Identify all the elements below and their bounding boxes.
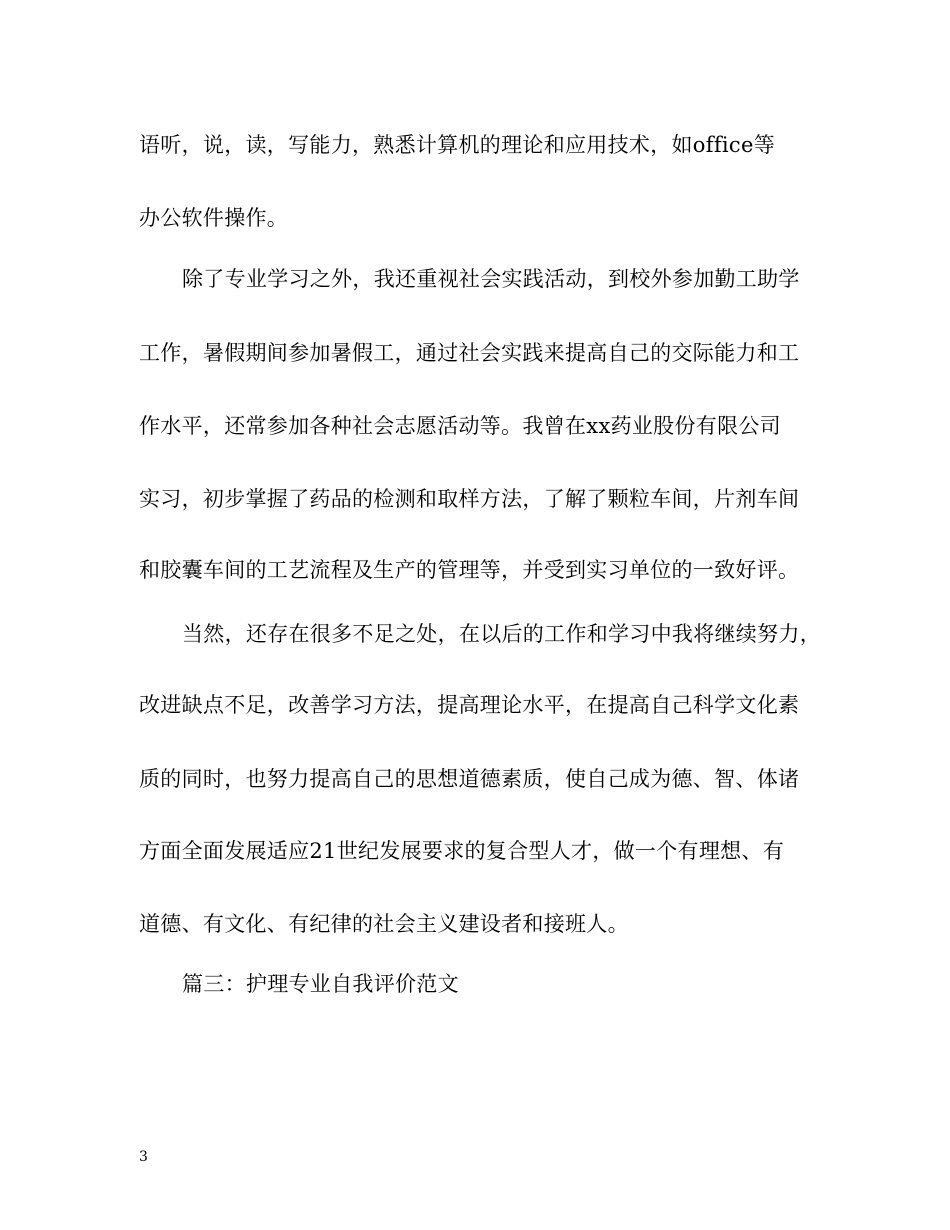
text-line-5: 作水平，还常参加各种社会志愿活动等。我曾在xx药业股份有限公司 — [139, 414, 781, 438]
paragraph-start-line: 当然，还存在很多不足之处，在以后的工作和学习中我将继续努力， — [182, 622, 821, 646]
text-line-4: 工作，暑假期间参加暑假工，通过社会实践来提高自己的交际能力和工 — [139, 341, 800, 365]
section-heading: 篇三：护理专业自我评价范文 — [182, 972, 459, 996]
text-line-2: 办公软件操作。 — [139, 206, 289, 230]
text-line-1: 语听，说，读，写能力，熟悉计算机的理论和应用技术，如office等 — [139, 133, 775, 157]
text-line-9: 改进缺点不足，改善学习方法，提高理论水平，在提高自己科学文化素 — [139, 693, 800, 717]
text-line-6: 实习，初步掌握了药品的检测和取样方法，了解了颗粒车间，片剂车间 — [139, 487, 800, 511]
text-line-7: 和胶囊车间的工艺流程及生产的管理等，并受到实习单位的一致好评。 — [139, 558, 800, 582]
page-number: 3 — [139, 1149, 148, 1165]
text-line-12: 道德、有文化、有纪律的社会主义建设者和接班人。 — [139, 912, 629, 936]
text-line-10: 质的同时，也努力提高自己的思想道德素质，使自己成为德、智、体诸 — [139, 767, 800, 791]
paragraph-start-line: 除了专业学习之外，我还重视社会实践活动，到校外参加勤工助学 — [182, 267, 800, 291]
text-line-11: 方面全面发展适应21世纪发展要求的复合型人才，做一个有理想、有 — [139, 839, 785, 863]
